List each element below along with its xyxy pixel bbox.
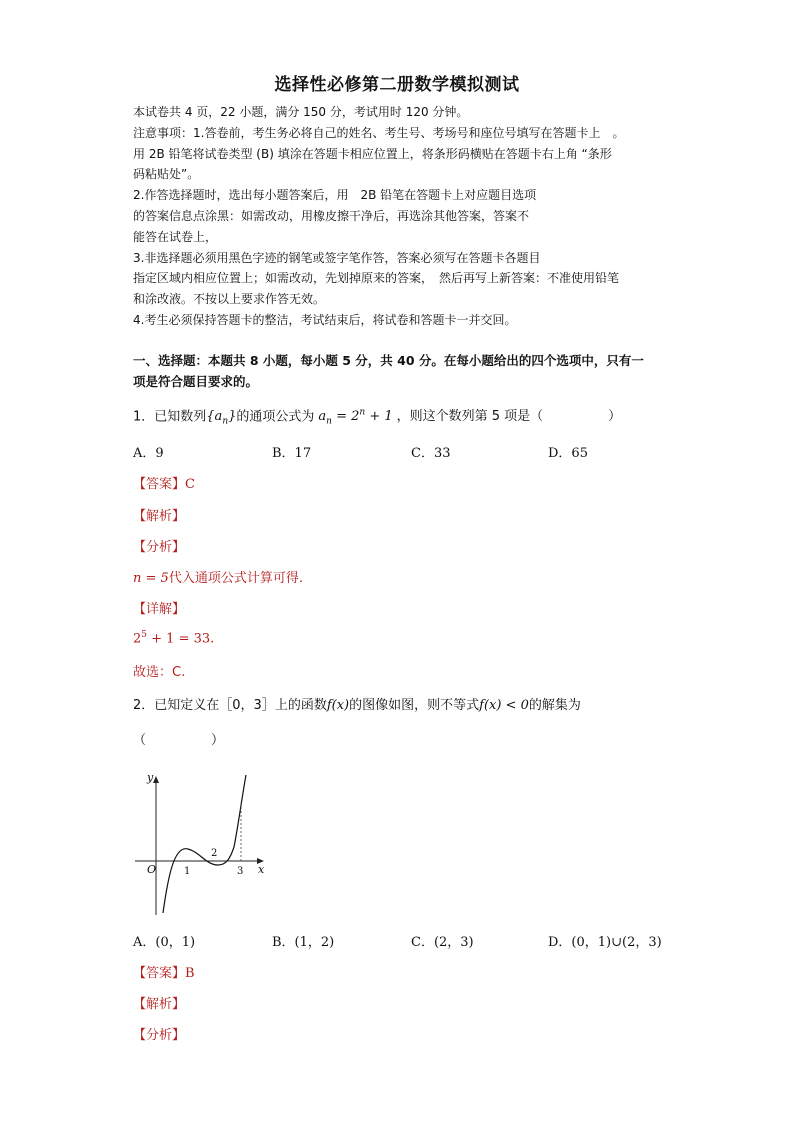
q1-answer — [133, 473, 195, 492]
intro-line: 指定区域内相应位置上；如需改动，先划掉原来的答案， 然后再写上新答案：不准使用铅笔 — [133, 271, 620, 285]
intro-line: 本试卷共 4 页，22 小题，满分 150 分，考试用时 120 分钟。 — [133, 105, 469, 119]
intro-line: 和涂改液。不按以上要求作答无效。 — [133, 292, 326, 306]
answer-value: C — [185, 477, 195, 492]
intro-line: 注意事项：1.答卷前，考生务必将自己的姓名、考生号、考场号和座位号填写在答题卡上 。 — [133, 126, 625, 140]
q2-option-a[interactable]: A．(0，1) — [133, 935, 196, 950]
question-1-prefix: 1．已知数列 — [133, 409, 207, 425]
question-2-mid: 的图像如图，则不等式 — [349, 698, 480, 713]
tick-1-label: 1 — [184, 866, 191, 877]
intro-line: 用 2B 铅笔将试卷类型 (B) 填涂在答题卡相应位置上，将条形码横贴在答题卡右上角 “条形 — [133, 147, 612, 161]
fenxi-tag: 【分析】 — [133, 540, 186, 555]
fenxi-math: n = 5 — [133, 571, 169, 586]
formula-exponent: n — [359, 408, 366, 418]
page-title: 选择性必修第二册数学模拟测试 — [274, 75, 520, 95]
q1-choose: 故选：C. — [133, 665, 186, 680]
y-axis-arrow — [153, 776, 159, 783]
q2-option-c[interactable]: C．(2，3) — [411, 935, 474, 950]
function-notation: f(x) — [326, 698, 350, 713]
intro-line: 2.作答选择题时，选出每小题答案后，用 2B 铅笔在答题卡上对应题目选项 — [133, 188, 537, 202]
intro-line: 码粘贴处”。 — [133, 167, 200, 181]
intro-line: 的答案信息点涂黑：如需改动，用橡皮擦干净后，再选涂其他答案，答案不 — [133, 209, 530, 223]
function-curve — [163, 775, 246, 913]
answer-value: B — [185, 966, 195, 981]
formula-term: a — [318, 409, 327, 425]
question-1-suffix: ，则这个数列第 5 项是（ ） — [396, 409, 622, 425]
q2-analysis — [133, 993, 185, 1012]
sequence-subscript: n — [222, 416, 229, 427]
q1-analysis — [133, 505, 185, 524]
q1-fenxi-body — [133, 567, 303, 586]
sequence-close: } — [228, 409, 237, 425]
inequality: f(x) < 0 — [479, 698, 529, 713]
sequence-notation — [206, 409, 237, 427]
question-2-prefix: 2．已知定义在［0，3］上的函数 — [133, 698, 327, 713]
intro-line: 4.考生必须保持答题卡的整洁，考试结束后，将试卷和答题卡一并交回。 — [133, 313, 517, 327]
fenxi-text: 代入通项公式计算可得. — [168, 571, 303, 586]
origin-label: O — [147, 863, 157, 876]
q1-option-c[interactable]: C．33 — [411, 446, 451, 461]
answer-tag: 【答案】 — [133, 966, 186, 981]
analysis-tag: 【解析】 — [133, 997, 186, 1012]
detail-tag: 【详解】 — [133, 602, 186, 617]
question-2-suffix: 的解集为 — [528, 698, 581, 713]
q2-fenxi — [133, 1024, 185, 1043]
formula — [318, 408, 393, 427]
sequence-open: {a — [206, 409, 223, 425]
formula-subscript: n — [326, 416, 332, 427]
q2-answer — [133, 962, 195, 981]
question-1-mid: 的通项公式为 — [236, 409, 315, 425]
q1-detail-body — [133, 630, 214, 646]
function-graph — [130, 767, 270, 917]
section-heading: 项是符合题目要求的。 — [133, 374, 259, 389]
analysis-tag: 【解析】 — [133, 509, 186, 524]
q1-detail — [133, 598, 185, 617]
intro-line: 3.非选择题必须用黑色字迹的钢笔或签字笔作答，答案必须写在答题卡各题目 — [133, 251, 541, 265]
intro-line: 能答在试卷上， — [133, 230, 218, 244]
q1-fenxi — [133, 536, 185, 555]
answer-tag: 【答案】 — [133, 477, 186, 492]
q1-option-d[interactable]: D．65 — [548, 446, 588, 461]
tick-2-label: 2 — [211, 848, 218, 859]
question-1 — [133, 405, 621, 430]
question-2-paren: （ ） — [133, 733, 225, 748]
q1-option-a[interactable]: A．9 — [133, 446, 164, 461]
q1-option-b[interactable]: B．17 — [272, 446, 312, 461]
formula-equals: = 2 — [331, 409, 360, 425]
x-axis-label: x — [258, 863, 265, 876]
detail-exponent: 5 — [141, 630, 148, 640]
fenxi-tag: 【分析】 — [133, 1028, 186, 1043]
q2-option-b[interactable]: B．(1，2) — [272, 935, 335, 950]
tick-3-label: 3 — [237, 866, 244, 877]
section-heading: 一、选择题：本题共 8 小题，每小题 5 分，共 40 分。在每小题给出的四个选项中，只有一 — [133, 353, 644, 368]
y-axis-label: y — [147, 771, 154, 784]
detail-base: 2 — [133, 631, 142, 647]
q2-option-d[interactable]: D．(0，1)∪(2，3) — [548, 935, 662, 950]
detail-rest: + 1 = 33. — [147, 631, 215, 647]
formula-tail: + 1 — [365, 409, 393, 425]
question-2 — [133, 698, 581, 714]
